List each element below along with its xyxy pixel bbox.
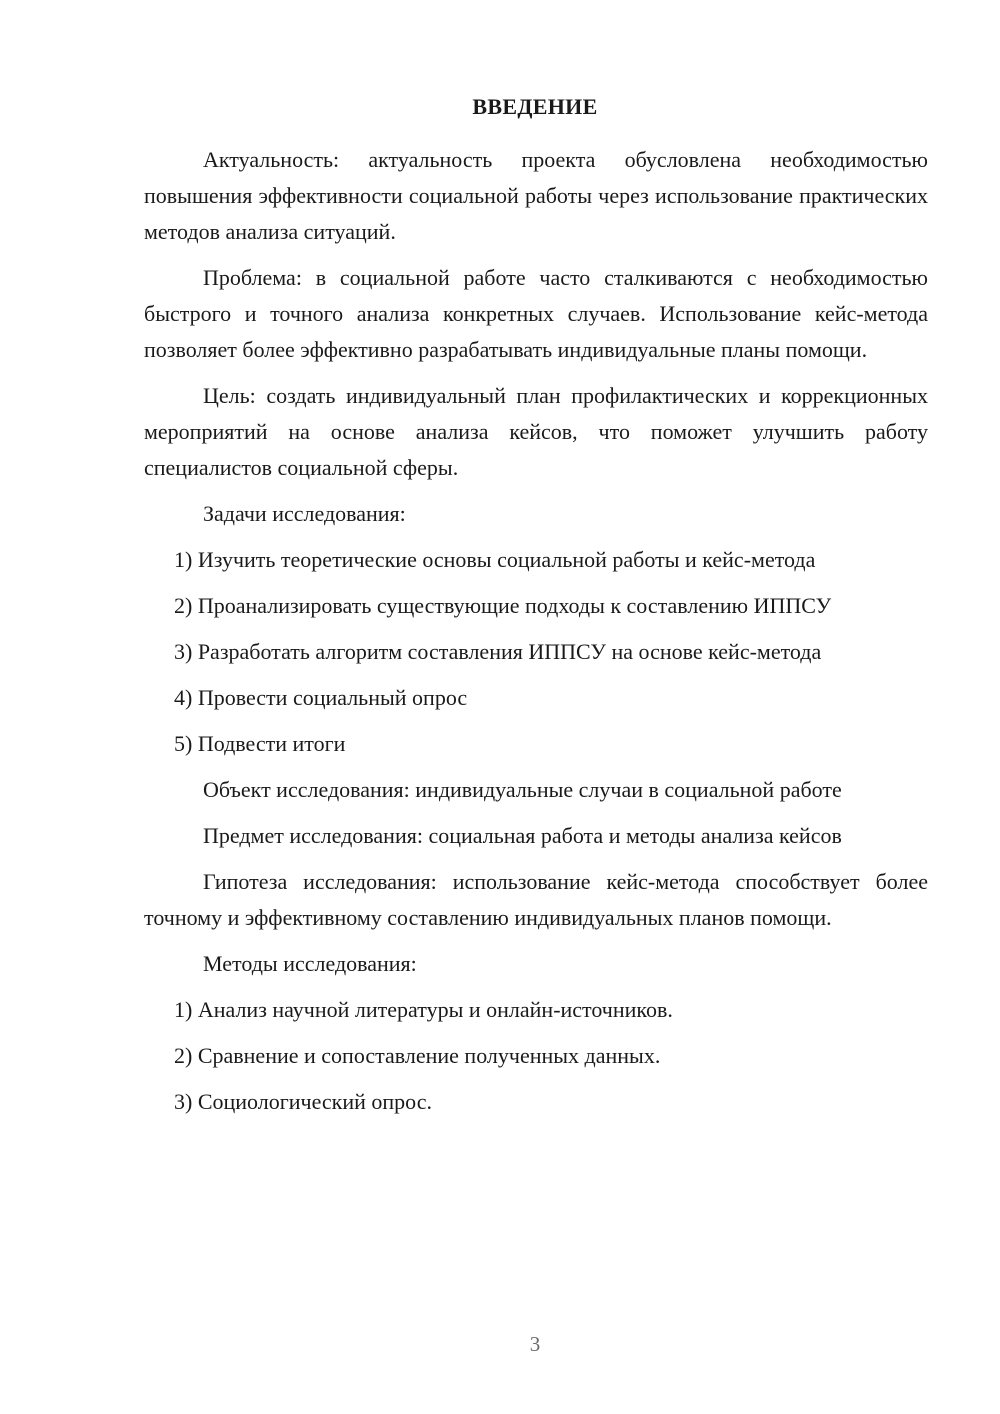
relevance-paragraph: Актуальность: актуальность проекта обусловлена необходимостью повышения эффективности социальной работы через использование практических методов анализа ситуаций. <box>144 147 928 244</box>
hypothesis-paragraph: Гипотеза исследования: использование кейс-метода способствует более точному и эффективному составлению индивидуальных планов помощи. <box>144 869 928 930</box>
problem-paragraph: Проблема: в социальной работе часто сталкиваются с необходимостью быстрого и точного анализа конкретных случаев. Использование кейс-метода позволяет более эффективно разрабатывать индивидуальные планы помощи. <box>144 265 928 362</box>
list-item-task-2: 2) Проанализировать существующие подходы к составлению ИППСУ <box>174 593 832 618</box>
list-item-method-3: 3) Социологический опрос. <box>174 1089 432 1114</box>
page-number: 3 <box>529 1332 541 1356</box>
object-line: Объект исследования: индивидуальные случаи в социальной работе <box>203 777 842 802</box>
goal-paragraph: Цель: создать индивидуальный план профилактических и коррекционных мероприятий на основе анализа кейсов, что поможет улучшить работу специалистов социальной сферы. <box>144 383 928 480</box>
subject-line: Предмет исследования: социальная работа и методы анализа кейсов <box>203 823 842 848</box>
tasks-label: Задачи исследования: <box>203 501 406 526</box>
list-item-task-3: 3) Разработать алгоритм составления ИППСУ на основе кейс-метода <box>174 639 822 664</box>
tasks-list <box>144 542 928 762</box>
list-item-method-1: 1) Анализ научной литературы и онлайн-источников. <box>174 997 673 1022</box>
list-item-task-4: 4) Провести социальный опрос <box>174 685 468 710</box>
methods-list <box>144 992 928 1120</box>
section-heading: ВВЕДЕНИЕ <box>472 94 598 119</box>
methods-label: Методы исследования: <box>203 951 417 976</box>
list-item-task-1: 1) Изучить теоретические основы социальной работы и кейс-метода <box>174 547 816 572</box>
document-body <box>144 142 928 1130</box>
list-item-method-2: 2) Сравнение и сопоставление полученных данных. <box>174 1043 661 1068</box>
list-item-task-5: 5) Подвести итоги <box>174 731 346 756</box>
